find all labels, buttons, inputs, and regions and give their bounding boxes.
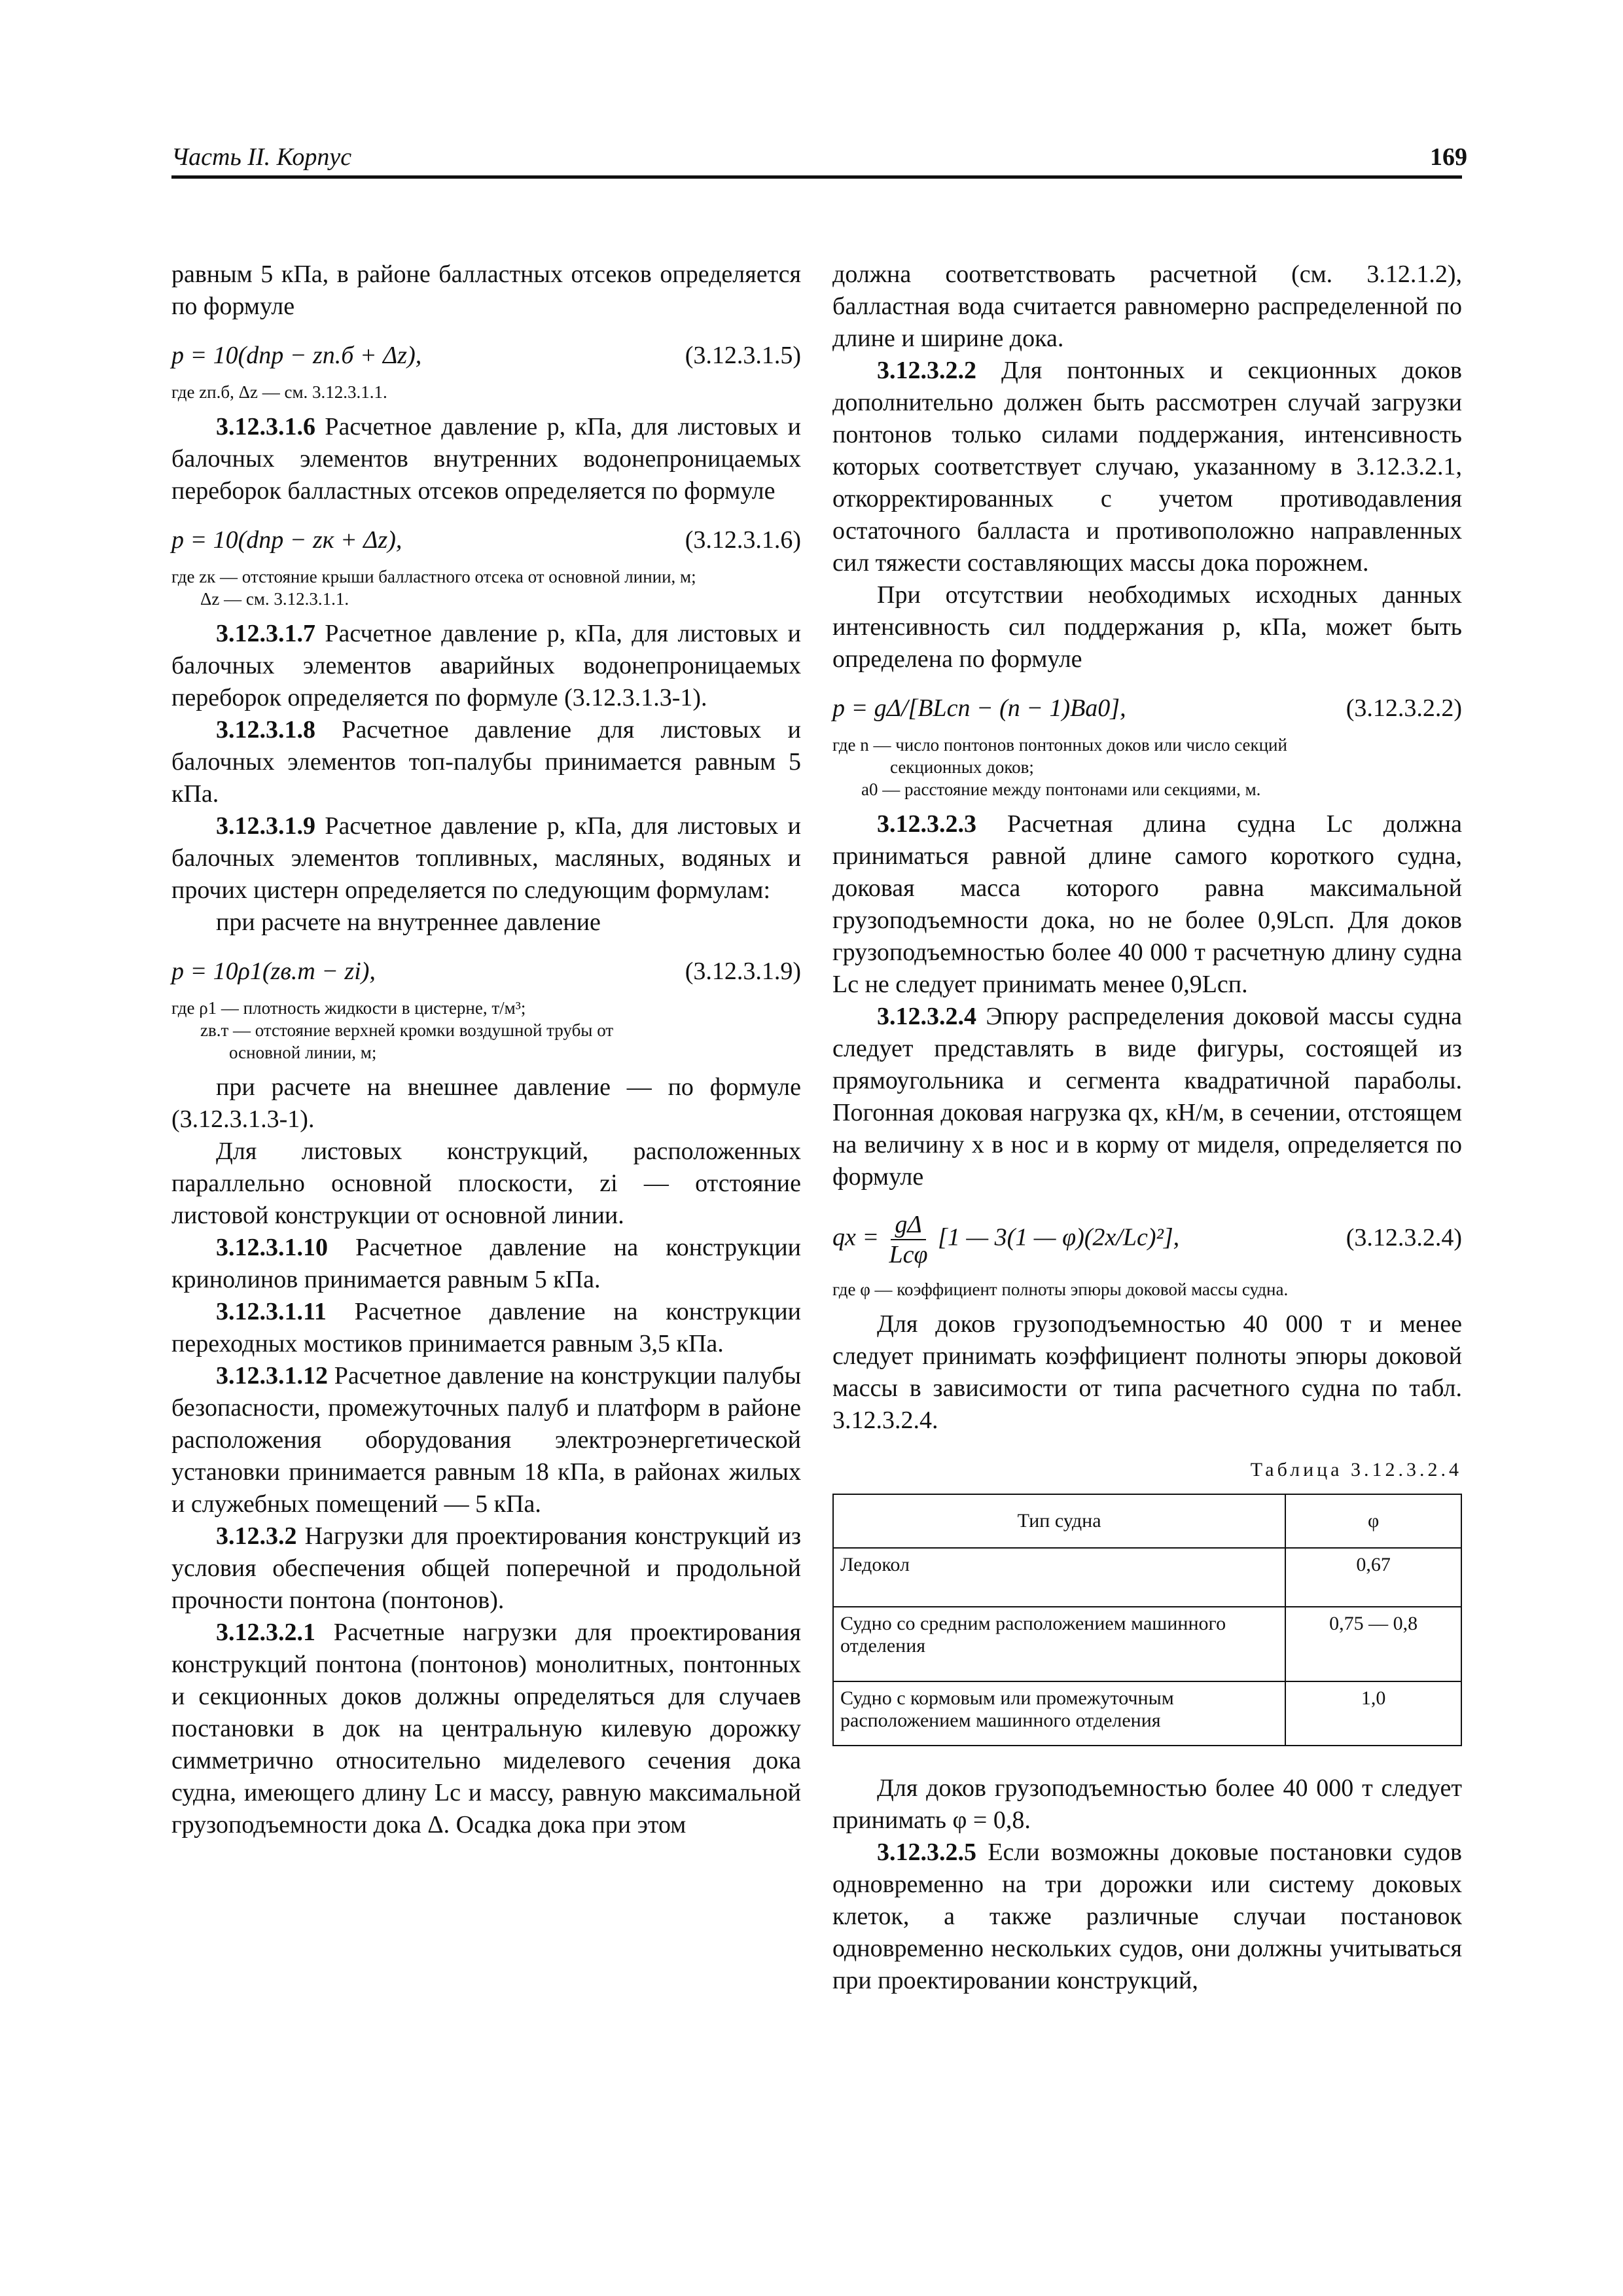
paragraph <box>832 1837 1462 1997</box>
fraction <box>889 1210 928 1269</box>
paragraph: Для доков грузоподъемностью 40 000 т и менее следует принимать коэффициент полноты эпюры доковой массы в зависимости от типа расчетного судна по табл. 3.12.3.2.4. <box>832 1310 1462 1434</box>
clause-number: 3.12.3.2 <box>216 1522 297 1550</box>
clause-number: 3.12.3.2.4 <box>877 1003 976 1030</box>
table-cell: 1,0 <box>1285 1681 1461 1746</box>
legend-line: где zк — отстояние крыши балластного отсека от основной линии, м; <box>171 567 696 586</box>
clause-number: 3.12.3.1.11 <box>216 1298 327 1325</box>
formula-expression: p = 10(dпр − zп.б + Δz), <box>171 342 422 369</box>
formula-expression: p = 10(dпр − zк + Δz), <box>171 526 402 554</box>
paragraph <box>171 618 801 714</box>
formula-3.12.3.2.2 <box>832 692 1462 725</box>
legend-line: Δz — см. 3.12.3.1.1. <box>200 589 349 609</box>
table-row <box>833 1548 1461 1607</box>
paragraph: при расчете на внутреннее давление <box>216 908 601 936</box>
formula-number: (3.12.3.1.5) <box>685 342 801 369</box>
table-cell: Судно со средним расположением машинного отделения <box>833 1607 1285 1681</box>
paragraph <box>832 355 1462 579</box>
clause-text: Расчетное давление p, кПа, для листовых и балочных элементов внутренних водонепроницаемых переборок балластных отсеков определяется по формуле <box>171 413 801 505</box>
clause-number: 3.12.3.2.5 <box>877 1839 976 1866</box>
clause-number: 3.12.3.1.10 <box>216 1234 328 1261</box>
paragraph: при расчете на внешнее давление — по формуле (3.12.3.1.3-1). <box>171 1073 801 1133</box>
formula-3.12.3.1.5 <box>171 340 801 372</box>
formula-expression: p = 10ρ1(zв.т − zi), <box>171 958 376 985</box>
paragraph <box>171 810 801 906</box>
clause-number: 3.12.3.2.2 <box>877 357 976 384</box>
clause-text: Нагрузки для проектирования конструкций из условия обеспечения общей поперечной и продольной прочности понтона (понтонов). <box>171 1522 801 1614</box>
clause-text: Для понтонных и секционных доков дополнительно должен быть рассмотрен случай загрузки понтонов только силами поддержания, интенсивность которых соответствует случаю, указанному в 3.12.3.2.1, откорректированных с учетом противодавления остаточного балласта и противоположно направленных сил тяжести составляющих массы дока порожнем. <box>832 357 1462 577</box>
clause-text: Расчетная длина судна Lс должна приниматься равной длине самого короткого судна, доковая масса которого равна максимальной грузоподъемности дока, но не более 0,9Lсп. Для доков грузоподъемностью более 40 000 т расчетную длину судна Lс не следует принимать менее 0,9Lсп. <box>832 810 1462 998</box>
formula-legend <box>832 734 1462 800</box>
paragraph <box>171 1296 801 1360</box>
table-header-cell: φ <box>1285 1494 1461 1548</box>
fraction-denominator: Lсφ <box>889 1241 928 1268</box>
formula-number: (3.12.3.1.6) <box>685 526 801 554</box>
clause-number: 3.12.3.1.12 <box>216 1362 328 1390</box>
clause-number: 3.12.3.1.9 <box>216 812 315 840</box>
formula-3.12.3.2.4 <box>832 1210 1462 1269</box>
formula-3.12.3.1.6 <box>171 524 801 556</box>
running-header-title: Часть II. Корпус <box>171 143 352 171</box>
legend-line: a0 — расстояние между понтонами или секциями, м. <box>861 780 1261 799</box>
clause-number: 3.12.3.1.7 <box>216 620 315 647</box>
formula-3.12.3.1.9 <box>171 956 801 988</box>
formula-number: (3.12.3.2.2) <box>1346 694 1462 722</box>
paragraph: Для листовых конструкций, расположенных параллельно основной плоскости, zi — отстояние листовой конструкции от основной линии. <box>171 1138 801 1229</box>
table-row <box>833 1681 1461 1746</box>
clause-text: Расчетные нагрузки для проектирования конструкций понтона (понтонов) монолитных, понтонных и секционных доков должны определяться для случаев постановки в док на центральную килевую дорожку симметрично относительно миделевого сечения дока судна, имеющего длину Lс и массу, равную максимальной грузоподъемности дока Δ. Осадка дока при этом <box>171 1619 801 1839</box>
paragraph <box>171 714 801 810</box>
table-header-row <box>833 1494 1461 1548</box>
formula-number: (3.12.3.1.9) <box>685 958 801 985</box>
paragraph: должна соответствовать расчетной (см. 3.12.1.2), балластная вода считается равномерно распределенной по длине и ширине дока. <box>832 260 1462 352</box>
paragraph <box>171 1520 801 1617</box>
table-cell: Судно с кормовым или промежуточным расположением машинного отделения <box>833 1681 1285 1746</box>
legend-line: где ρ1 — плотность жидкости в цистерне, т/м³; <box>171 998 526 1018</box>
clause-text: Расчетное давление p, кПа, для листовых и балочных элементов аварийных водонепроницаемых переборок определяется по формуле (3.12.3.1.3-1). <box>171 620 801 711</box>
formula-legend <box>171 997 801 1064</box>
clause-text: Расчетное давление для листовых и балочных элементов топ-палубы принимается равным 5 кПа. <box>171 716 801 808</box>
legend-line: секционных доков; <box>890 757 1034 777</box>
clause-text: Расчетное давление на конструкции кринолинов принимается равным 5 кПа. <box>171 1234 801 1293</box>
clause-number: 3.12.3.1.8 <box>216 716 315 744</box>
paragraph: равным 5 кПа, в районе балластных отсеков определяется по формуле <box>171 260 801 320</box>
clause-text: Эпюру распределения доковой массы судна следует представлять в виде фигуры, состоящей из прямоугольника и сегмента квадратичной параболы. Погонная доковая нагрузка qx, кН/м, в сечении, отстоящем на величину x в нос и в корму от миделя, определяется по формуле <box>832 1003 1462 1191</box>
formula-legend <box>171 565 801 610</box>
formula-legend: где zп.б, Δz — см. 3.12.3.1.1. <box>171 382 387 402</box>
clause-number: 3.12.3.1.6 <box>216 413 315 440</box>
left-column <box>171 259 801 1841</box>
table-cell: 0,67 <box>1285 1548 1461 1607</box>
table-row <box>833 1607 1461 1681</box>
clause-text: Расчетное давление на конструкции переходных мостиков принимается равным 3,5 кПа. <box>171 1298 801 1357</box>
paragraph <box>171 1232 801 1296</box>
paragraph: При отсутствии необходимых исходных данных интенсивность сил поддержания p, кПа, может быть определена по формуле <box>832 581 1462 673</box>
fraction-numerator: gΔ <box>891 1210 925 1240</box>
clause-text: Расчетное давление p, кПа, для листовых и балочных элементов топливных, масляных, водяных и прочих цистерн определяется по следующим формулам: <box>171 812 801 904</box>
clause-text: Расчетное давление на конструкции палубы безопасности, промежуточных палуб и платформ в районе расположения оборудования электроэнергетической установки принимается равным 18 кПа, в районах жилых и служебных помещений — 5 кПа. <box>171 1362 801 1518</box>
formula-lhs: qx = <box>832 1223 880 1251</box>
formula-legend: где φ — коэффициент полноты эпюры доковой массы судна. <box>832 1280 1289 1299</box>
legend-line: zв.т — отстояние верхней кромки воздушной трубы от <box>200 1020 614 1040</box>
formula-expression <box>832 1210 1179 1269</box>
clause-number: 3.12.3.2.1 <box>216 1619 315 1646</box>
paragraph <box>171 1617 801 1841</box>
paragraph <box>171 411 801 507</box>
table-cell: Ледокол <box>833 1548 1285 1607</box>
header-rule <box>171 175 1462 179</box>
coefficient-table <box>832 1494 1462 1746</box>
legend-line: где n — число понтонов понтонных доков или число секций <box>832 735 1287 755</box>
table-caption: Таблица 3.12.3.2.4 <box>1250 1459 1462 1480</box>
page-number: 169 <box>1430 143 1467 171</box>
paragraph: Для доков грузоподъемностью более 40 000 т следует принимать φ = 0,8. <box>832 1774 1462 1834</box>
formula-rhs: [1 — 3(1 — φ)(2x/Lс)²], <box>938 1223 1180 1251</box>
table-header-cell: Тип судна <box>833 1494 1285 1548</box>
right-column <box>832 259 1462 1997</box>
formula-expression: p = gΔ/[BLсп − (n − 1)Ba0], <box>832 694 1126 722</box>
formula-number: (3.12.3.2.4) <box>1346 1223 1462 1251</box>
legend-line: основной линии, м; <box>229 1043 377 1062</box>
table-cell: 0,75 — 0,8 <box>1285 1607 1461 1681</box>
spacer <box>832 1746 1462 1772</box>
clause-number: 3.12.3.2.3 <box>877 810 976 838</box>
paragraph <box>171 1360 801 1520</box>
paragraph <box>832 808 1462 1001</box>
clause-text: Если возможны доковые постановки судов одновременно на три дорожки или систему доковых клеток, а также различные случаи постановок одновременно нескольких судов, они должны учитываться при проектировании конструкций, <box>832 1839 1462 1994</box>
paragraph <box>832 1001 1462 1193</box>
